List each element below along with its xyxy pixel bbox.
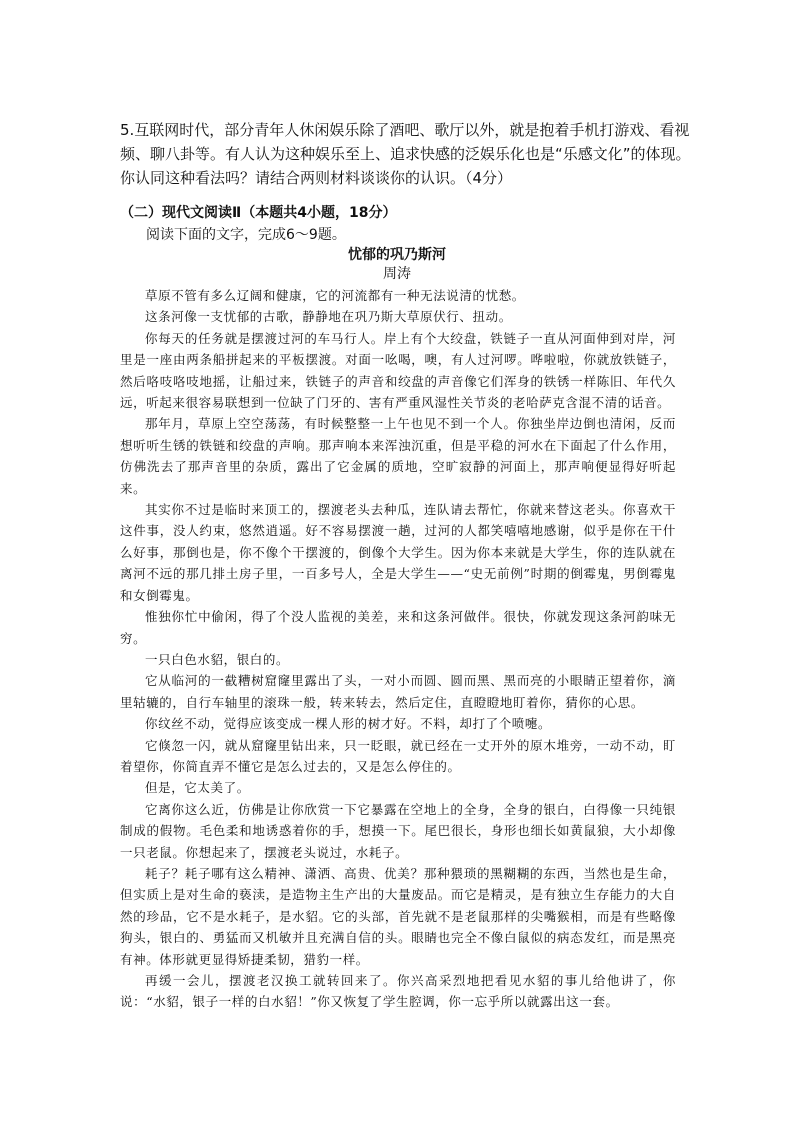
paragraph: 它从临河的一截糟树窟窿里露出了头，一对小而圆、圆而黑、黑而亮的小眼睛正望着你，滴里轱辘的，自行车轴里的滚珠一般，转来转去，然后定住，直瞪瞪地盯着你，猜你的心思。 bbox=[120, 673, 676, 710]
section-title: （二）现代文阅读Ⅱ（本题共4小题，18分） bbox=[120, 205, 397, 221]
paragraph: 惟独你忙中偷闲，得了个没人监视的美差，来和这条河做伴。很快，你就发现这条河韵味无穷。 bbox=[120, 609, 676, 646]
paragraph: 它倏忽一闪，就从窟窿里钻出来，只一眨眼，就已经在一丈开外的原木堆旁，一动不动，盯着望你，你简直弄不懂它是怎么过去的，又是怎么停住的。 bbox=[120, 737, 676, 774]
article-author: 周涛 bbox=[383, 266, 411, 282]
instruction: 阅读下面的文字，完成6～9题。 bbox=[146, 227, 346, 243]
paragraph: 草原不管有多么辽阔和健康，它的河流都有一种无法说清的忧愁。 bbox=[145, 288, 525, 303]
paragraph: 你纹丝不动，觉得应该变成一棵人形的树才好。不料，却打了个喷嚏。 bbox=[145, 716, 552, 732]
paragraph: 那年月，草原上空空荡荡，有时候整整一上午也见不到一个人。你独坐岸边倒也清闲，反而想听听生锈的铁链和绞盘的声响。那声响本来浑浊沉重，但是平稳的河水在下面起了什么作用，仿佛洗去了那声音里的杂质，露出了它金属的质地，空旷寂静的河面上，那声响便显得好听起来。 bbox=[120, 416, 676, 496]
article-title: 忧郁的巩乃斯河 bbox=[348, 247, 446, 263]
article-body bbox=[120, 285, 676, 1013]
question-5: 5.互联网时代，部分青年人休闲娱乐除了酒吧、歌厅以外，就是抱着手机打游戏、看视频、聊八卦等。有人认为这种娱乐至上、追求快感的泛娱乐化也是“乐感文化”的体现。你认同这种看法吗？请结合两则材料谈谈你的认识。（4分） bbox=[120, 121, 691, 187]
paragraph: 其实你不过是临时来顶工的，摆渡老头去种瓜，连队请去帮忙，你就来替这老头。你喜欢干这件事，没人约束，悠然逍遥。好不容易摆渡一趟，过河的人都笑嘻嘻地感谢，似乎是你在干什么好事，那倒也是，你不像个干摆渡的，倒像个大学生。因为你本来就是大学生，你的连队就在离河不远的那几排土房子里，一百多号人，全是大学生——“史无前例”时期的倒霉鬼，男倒霉鬼和女倒霉鬼。 bbox=[120, 502, 676, 603]
paragraph: 一只白色水貂，银白的。 bbox=[145, 651, 290, 667]
paragraph: 你每天的任务就是摆渡过河的车马行人。岸上有个大绞盘，铁链子一直从河面伸到对岸，河里是一座由两条船拼起来的平板摆渡。对面一吆喝，噢，有人过河啰。哗啦啦，你就放铁链子，然后咯吱咯吱地摇，让船过来，铁链子的声音和绞盘的声音像它们浑身的铁锈一样陈旧、年代久远，听起来很容易联想到一位缺了门牙的、害有严重风湿性关节炎的老哈萨克含混不清的话音。 bbox=[120, 330, 676, 411]
paragraph: 再缓一会儿，摆渡老汉换工就转回来了。你兴高采烈地把看见水貂的事儿给他讲了，你说：“水貂，银子一样的白水貂！”你又恢复了学生腔调，你一忘乎所以就露出这一套。 bbox=[120, 973, 676, 1010]
paragraph: 这条河像一支忧郁的古歌，静静地在巩乃斯大草原伏行、扭动。 bbox=[145, 309, 512, 325]
paragraph: 耗子？耗子哪有这么精神、潇洒、高贵、优美？那种猥琐的黑糊糊的东西，当然也是生命，但实质上是对生命的亵渎，是造物主生产出的大量废品。而它是精灵，是有独立生存能力的大自然的珍品，它不是水耗子，是水貂。它的头部，首先就不是老鼠那样的尖嘴猴相，而是有些略像狗头，银白的、勇猛而又机敏并且充满自信的头。眼睛也完全不像白鼠似的病态发红，而是黑亮有神。体形就更显得矫捷柔韧，猎豹一样。 bbox=[120, 865, 676, 967]
paragraph: 但是，它太美了。 bbox=[145, 780, 250, 796]
paragraph: 它离你这么近，仿佛是让你欣赏一下它暴露在空地上的全身，全身的银白，白得像一只纯银制成的假物。毛色柔和地诱惑着你的手，想摸一下。尾巴很长，身形也细长如黄鼠狼，大小却像一只老鼠。你想起来了，摆渡老头说过，水耗子。 bbox=[120, 801, 676, 860]
